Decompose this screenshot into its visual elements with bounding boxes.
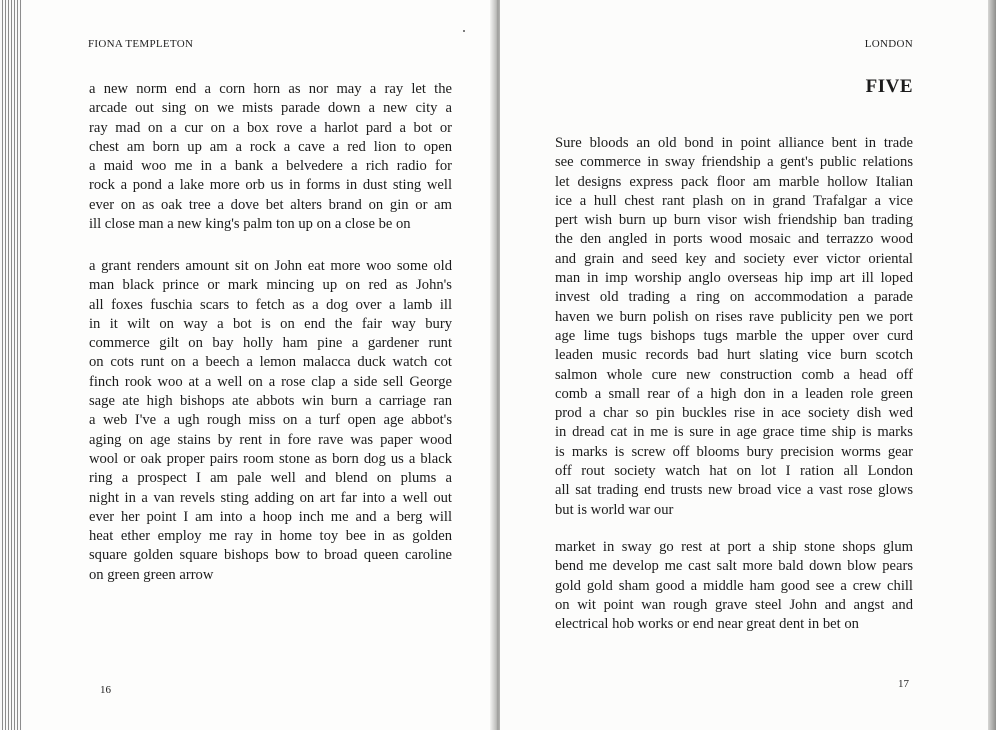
text-line: prod a char so pin buckles rise in ace society dish wed (555, 405, 913, 422)
text-line: finch rook woo at a well on a rose clap a side sell George (89, 373, 452, 390)
text-line: in dread cat in me is sure in age grace time ship is marks (555, 424, 913, 441)
text-line: age lime tugs bishops tugs marble the upper over curd (555, 327, 913, 344)
text-line: Sure bloods an old bond in point alliance bent in trade (555, 135, 913, 151)
text-line: night in a van revels sting adding on art far into a well out (89, 489, 452, 506)
paragraph (555, 134, 913, 520)
text-line: a maid woo me in a bank a belvedere a rich radio for (89, 158, 452, 175)
text-line: on wit point wan rough grave steel John and angst and (555, 596, 913, 613)
text-line: ring a prospect I am pale well and blend on plums a (89, 470, 452, 487)
text-line: a web I've a ugh rough miss on a turf open age abbot's (89, 412, 452, 429)
page-number-right: 17 (898, 678, 909, 690)
text-line: off rout society watch hat on lot I ration all London (555, 463, 913, 480)
text-line: square golden square bishops bow to broad queen caroline (89, 547, 452, 564)
text-line: rock a pond a lake more orb us in forms in dust sting well (89, 177, 452, 194)
text-line: comb a small rear of a high don in a leaden role green (555, 385, 913, 402)
text-line: ice a hull chest rant plash on in grand Trafalgar a vice (555, 192, 913, 209)
speck (463, 30, 465, 32)
text-line: all foxes fuschia scars to fetch as a dog over a lamb ill (89, 296, 452, 313)
page-edges (0, 0, 22, 730)
text-line: the den angled in ports wood mosaic and terrazzo wood (555, 231, 913, 248)
text-line: electrical hob works or end near great dent in bet on (555, 616, 859, 633)
text-line: heat ether employ me ray in home toy bee in as golden (89, 528, 452, 545)
text-line: and grain and seed key and society ever victor oriental (555, 250, 913, 267)
text-line: a grant renders amount sit on John eat more woo some old (89, 258, 452, 274)
text-line: a new norm end a corn horn as nor may a ray let the (89, 81, 452, 97)
text-line: but is world war our (555, 501, 674, 518)
text-line: wool or oak proper pairs room stone as born dog us a black (89, 450, 452, 467)
text-line: let designs express pack floor am marble hollow Italian (555, 173, 913, 190)
text-line: sage ate high bishops ate abbots win burn a carriage ran (89, 393, 452, 410)
text-line: commerce gilt on bay holly ham pine a gardener runt (89, 335, 452, 352)
text-line: pert wish burn up burn visor wish friendship ban trading (555, 212, 913, 229)
text-line: aging on age stains by rent in fore rave was paper wood (89, 431, 452, 448)
text-line: ever her point I am into a hoop inch me and a berg will (89, 508, 452, 525)
text-line: invest old trading a ring on accommodation a parade (555, 289, 913, 306)
running-head-left: FIONA TEMPLETON (88, 38, 194, 50)
text-line: ill close man a new king's palm ton up on a close be on (89, 216, 411, 233)
text-line: on green green arrow (89, 566, 214, 583)
text-line: chest am born up am a rock a cave a red lion to open (89, 138, 452, 155)
text-line: all sat trading end trusts new broad vice a vast rose glows (555, 482, 913, 499)
text-line: in it wilt on way a bot is on end the fair way bury (89, 315, 452, 332)
text-line: see commerce in sway friendship a gent's public relations (555, 154, 913, 171)
chapter-title: FIVE (865, 76, 913, 97)
paragraph (89, 80, 452, 234)
paragraph (555, 538, 913, 634)
text-line: on cots runt on a beech a lemon malacca duck watch cot (89, 354, 452, 371)
text-line: man black prince or mark mincing up on red as John's (89, 277, 452, 294)
text-line: ever on as oak tree a dove bet alters brand on gin or am (89, 196, 452, 213)
page-edge-right (988, 0, 996, 730)
page-number-left: 16 (100, 684, 111, 696)
text-line: ray mad on a cur on a box rove a harlot pard a bot or (89, 119, 452, 136)
text-line: haven we burn polish on rises rave publicity pen we port (555, 308, 913, 325)
paragraph (89, 257, 452, 585)
text-line: man in imp worship anglo overseas hip imp art ill loped (555, 270, 913, 287)
running-head-right: LONDON (864, 38, 913, 50)
text-line: salmon whole cure new construction comb a head off (555, 366, 913, 383)
right-page (500, 0, 990, 730)
text-line: bend me develop me cast salt more bald down blow pears (555, 558, 913, 575)
left-page (22, 0, 494, 730)
text-line: gold gold sham good a middle ham good see a crew chill (555, 577, 913, 594)
text-line: is marks is screw off blooms bury precision worms gear (555, 443, 913, 460)
text-line: leaden music records bad hurt slating vice burn scotch (555, 347, 913, 364)
text-line: market in sway go rest at port a ship stone shops glum (555, 539, 913, 555)
text-line: arcade out sing on we mists parade down a new city a (89, 100, 452, 117)
